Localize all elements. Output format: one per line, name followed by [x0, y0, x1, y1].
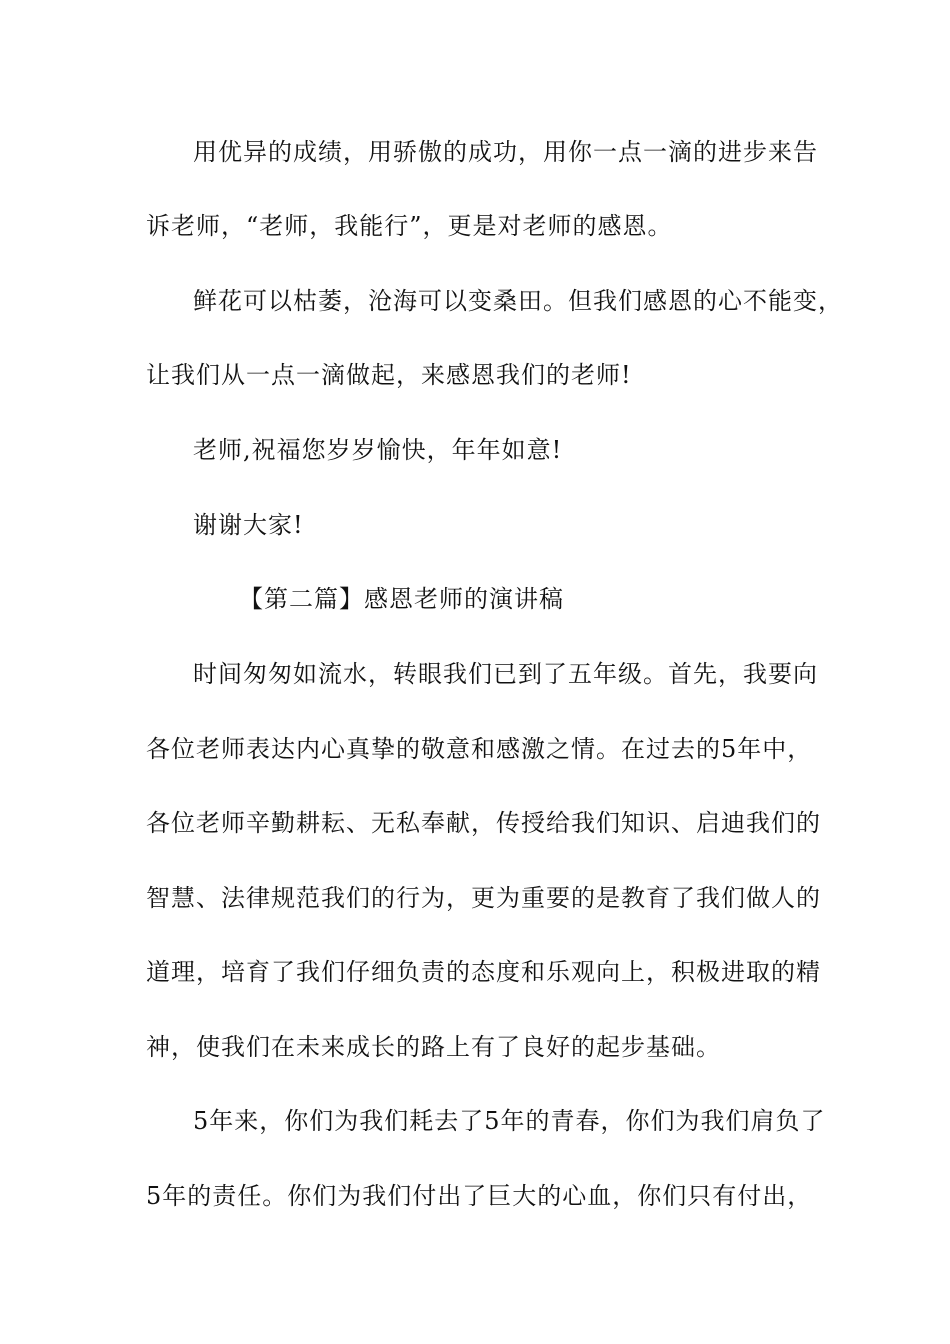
paragraph-line: 智慧、法律规范我们的行为，更为重要的是教育了我们做人的: [146, 884, 821, 912]
paragraph-line: 诉老师，“老师，我能行”，更是对老师的感恩。: [146, 212, 673, 240]
paragraph-line: 鲜花可以枯萎，沧海可以变桑田。但我们感恩的心不能变，: [193, 287, 843, 315]
paragraph-line: 谢谢大家!: [193, 511, 304, 539]
paragraph-line: 道理，培育了我们仔细负责的态度和乐观向上，积极进取的精: [146, 958, 821, 986]
paragraph-line: 让我们从一点一滴做起，来感恩我们的老师!: [146, 361, 632, 389]
paragraph-line: 5年来，你们为我们耗去了5年的青春，你们为我们肩负了: [193, 1107, 826, 1135]
paragraph-line: 老师,祝福您岁岁愉快，年年如意!: [193, 436, 563, 464]
paragraph-line: 5年的责任。你们为我们付出了巨大的心血，你们只有付出，: [146, 1182, 813, 1210]
paragraph-line: 时间匆匆如流水，转眼我们已到了五年级。首先，我要向: [193, 660, 818, 688]
paragraph-line: 用优异的成绩，用骄傲的成功，用你一点一滴的进步来告: [193, 138, 818, 166]
paragraph-line: 各位老师表达内心真挚的敬意和感激之情。在过去的5年中，: [146, 735, 813, 763]
paragraph-line: 各位老师辛勤耕耘、无私奉献，传授给我们知识、启迪我们的: [146, 809, 821, 837]
paragraph-line: 神，使我们在未来成长的路上有了良好的起步基础。: [146, 1033, 721, 1061]
section-heading: 【第二篇】感恩老师的演讲稿: [239, 585, 564, 613]
